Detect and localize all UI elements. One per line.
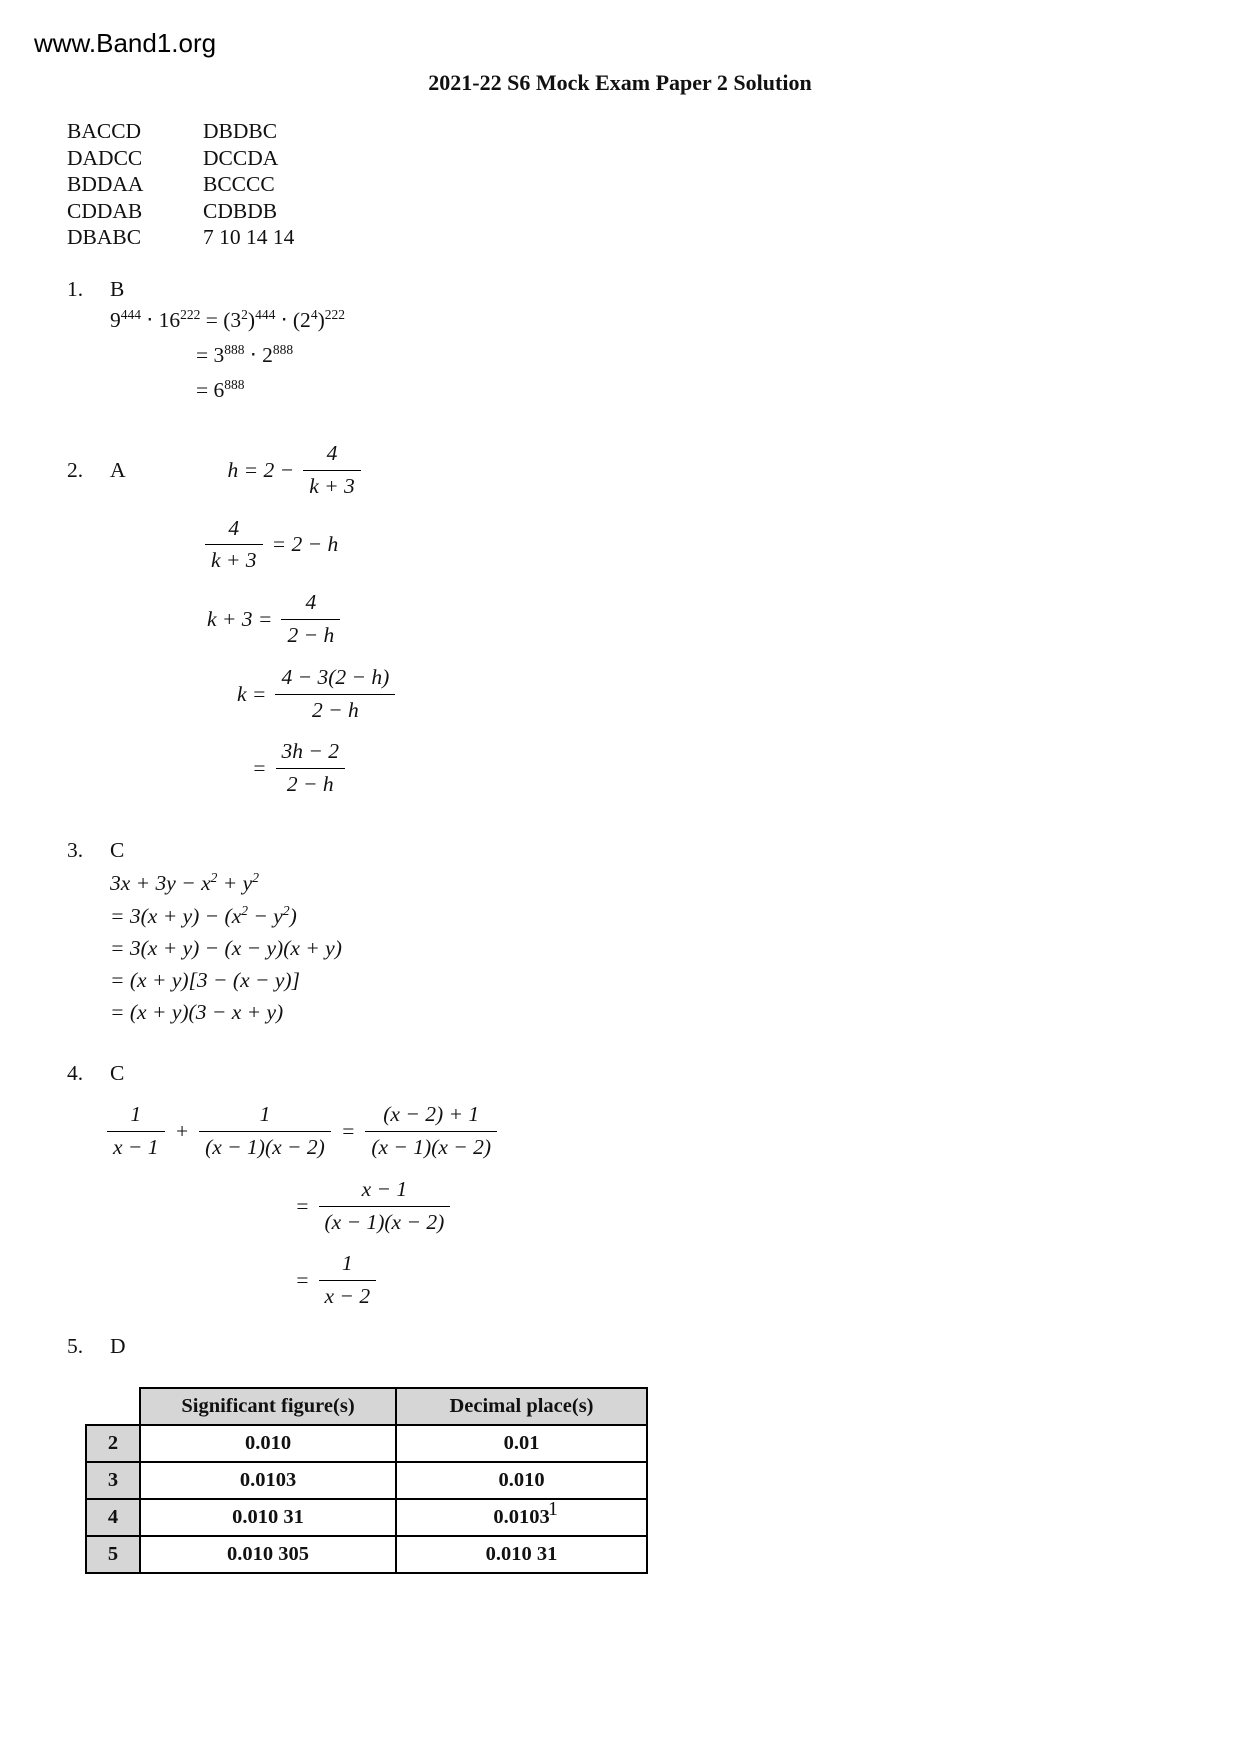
denominator: (x − 1)(x − 2) <box>324 1209 445 1234</box>
numerator: 4 <box>205 516 263 546</box>
numerator: (x − 2) + 1 <box>365 1102 497 1132</box>
table-header-row <box>86 1388 647 1425</box>
plus-operator: + <box>174 1119 190 1144</box>
answer-key-row <box>67 118 1240 145</box>
exponent: 444 <box>120 306 141 322</box>
equation-line <box>228 441 361 500</box>
math-text: h = 2 − <box>227 457 295 482</box>
math-text: 9 <box>110 307 121 332</box>
equation-line: = 3(x + y) − (x − y)(x + y) <box>110 936 342 961</box>
math-text: − y <box>248 904 283 929</box>
answer-key-row <box>67 171 1240 198</box>
table-row <box>86 1499 647 1536</box>
math-text: = 3(x + y) − (x <box>110 904 242 929</box>
exponent: 222 <box>324 306 345 322</box>
equals-operator: = <box>295 1268 310 1293</box>
fraction <box>107 1102 165 1161</box>
question-number: 1. <box>67 276 84 301</box>
equals-operator: = <box>295 1193 310 1218</box>
fraction <box>199 1102 331 1161</box>
answer-key-entry: DADCC <box>67 145 143 170</box>
table-cell: 0.010 305 <box>140 1536 396 1573</box>
math-text: ⋅ (2 <box>275 307 311 332</box>
numerator: 3h − 2 <box>276 739 346 769</box>
table-header-cell: Decimal place(s) <box>396 1388 647 1425</box>
denominator: (x − 1)(x − 2) <box>205 1135 325 1160</box>
equation-line: = (x + y)[3 − (x − y)] <box>110 968 300 993</box>
table-row-label: 3 <box>86 1462 140 1499</box>
table-cell: 0.010 31 <box>396 1536 647 1573</box>
fraction <box>276 739 346 798</box>
exponent: 444 <box>255 306 276 322</box>
equation-line <box>205 516 1240 575</box>
page-number: 1 <box>548 1498 558 1520</box>
table-header-cell: Significant figure(s) <box>140 1388 396 1425</box>
table-row <box>86 1536 647 1573</box>
answer-key-entry: BDDAA <box>67 172 144 196</box>
fraction <box>205 516 263 575</box>
table-cell: 0.010 31 <box>140 1499 396 1536</box>
exponent: 222 <box>180 306 201 322</box>
table-cell: 0.0103 <box>140 1462 396 1499</box>
table-row <box>86 1462 647 1499</box>
math-text: + y <box>217 871 253 896</box>
significant-figures-table <box>85 1387 648 1574</box>
denominator: x − 1 <box>113 1135 159 1160</box>
numerator: 1 <box>199 1102 331 1132</box>
question-5-header <box>67 1334 1240 1359</box>
answer-key-row <box>67 145 1240 172</box>
question-number: 5. <box>67 1334 84 1359</box>
exponent: 2 <box>210 869 218 885</box>
table-cell: 0.0103 <box>396 1499 647 1536</box>
table-row-label: 2 <box>86 1425 140 1462</box>
table-row-label: 4 <box>86 1499 140 1536</box>
answer-key-entry: BCCCC <box>203 172 275 196</box>
exponent: 2 <box>282 903 290 919</box>
table-row-label: 5 <box>86 1536 140 1573</box>
denominator: x − 2 <box>324 1284 371 1309</box>
fraction <box>303 441 361 500</box>
table-row <box>86 1425 647 1462</box>
answer-key-row <box>67 198 1240 225</box>
equation-line <box>107 1102 1240 1161</box>
denominator: 2 − h <box>311 697 359 722</box>
question-2 <box>67 441 1240 798</box>
answer-key-entry: BACCD <box>67 119 142 143</box>
equation-line <box>110 307 1240 333</box>
math-text: = <box>252 756 267 781</box>
question-3 <box>67 838 1240 1025</box>
equation-line: = (x + y)(3 − x + y) <box>110 1000 284 1025</box>
question-4 <box>67 1061 1240 1310</box>
math-text: ⋅ 2 <box>244 342 273 367</box>
numerator: 4 − 3(2 − h) <box>275 665 395 695</box>
answer-key-entry: 7 10 14 14 <box>203 225 295 249</box>
table-corner-cell <box>86 1388 140 1425</box>
math-text: = (3 <box>200 307 242 332</box>
fraction <box>365 1102 497 1161</box>
equation-line <box>110 870 1240 896</box>
math-text: k + 3 = <box>207 606 273 631</box>
document-title: 2021-22 S6 Mock Exam Paper 2 Solution <box>428 70 812 95</box>
exponent: 2 <box>241 903 249 919</box>
numerator: 4 <box>281 590 340 620</box>
answer-letter: C <box>110 837 125 862</box>
equals-operator: = <box>340 1119 356 1144</box>
equation-line <box>196 377 1240 403</box>
table-cell: 0.01 <box>396 1425 647 1462</box>
table-cell: 0.010 <box>140 1425 396 1462</box>
denominator: 2 − h <box>287 622 335 647</box>
math-text: ) <box>247 307 256 332</box>
denominator: 2 − h <box>286 772 334 797</box>
question-1-header <box>67 277 1240 302</box>
equation-line <box>295 1177 1240 1236</box>
equation-line <box>196 342 1240 368</box>
denominator: k + 3 <box>211 548 257 573</box>
equation-line <box>237 665 1240 724</box>
answer-key-entry: DBABC <box>67 225 142 249</box>
exponent: 2 <box>241 306 248 322</box>
answer-key-block <box>67 118 1240 251</box>
math-text: ⋅ 16 <box>141 307 181 332</box>
math-text: 3x + 3y − x <box>110 871 211 896</box>
math-text: = 2 − h <box>271 532 339 557</box>
question-1 <box>67 277 1240 403</box>
exponent: 2 <box>252 869 259 885</box>
exponent: 888 <box>224 341 245 357</box>
question-2-header <box>67 441 1240 500</box>
answer-key-entry: CDBDB <box>203 198 278 223</box>
fraction <box>281 590 340 649</box>
question-number: 4. <box>67 1061 84 1086</box>
math-text: = 3 <box>196 342 225 367</box>
fraction <box>319 1251 377 1310</box>
math-text: ) <box>317 307 325 332</box>
equation-line <box>110 903 1240 929</box>
equation-line <box>295 1251 1240 1310</box>
answer-key-entry: DCCDA <box>203 145 279 170</box>
denominator: (x − 1)(x − 2) <box>371 1135 492 1160</box>
question-number: 3. <box>67 837 84 862</box>
math-text: = 6 <box>196 377 225 402</box>
numerator: 1 <box>319 1251 377 1281</box>
table-cell: 0.010 <box>396 1462 647 1499</box>
exponent: 888 <box>224 376 245 392</box>
equation-line <box>207 590 1240 649</box>
denominator: k + 3 <box>309 473 355 498</box>
answer-letter: A <box>110 457 126 482</box>
exponent: 888 <box>272 341 294 357</box>
numerator: x − 1 <box>319 1177 451 1207</box>
answer-letter: C <box>110 1061 125 1086</box>
question-4-header <box>67 1061 1240 1086</box>
equation-line <box>252 739 1240 798</box>
fraction <box>319 1177 451 1236</box>
question-number: 2. <box>67 457 84 482</box>
question-3-header <box>67 838 1240 863</box>
site-url: www.Band1.org <box>34 28 217 58</box>
numerator: 4 <box>303 441 361 471</box>
answer-letter: D <box>110 1334 126 1359</box>
answer-key-entry: DBDBC <box>203 119 278 143</box>
answer-letter: B <box>110 276 125 301</box>
math-text: ) <box>289 904 297 929</box>
question-5 <box>67 1334 1240 1574</box>
answer-key-row <box>67 224 1240 251</box>
fraction <box>275 665 395 724</box>
math-text: k = <box>237 681 267 706</box>
answer-key-entry: CDDAB <box>67 198 143 223</box>
numerator: 1 <box>107 1102 165 1132</box>
exponent: 4 <box>310 306 318 322</box>
